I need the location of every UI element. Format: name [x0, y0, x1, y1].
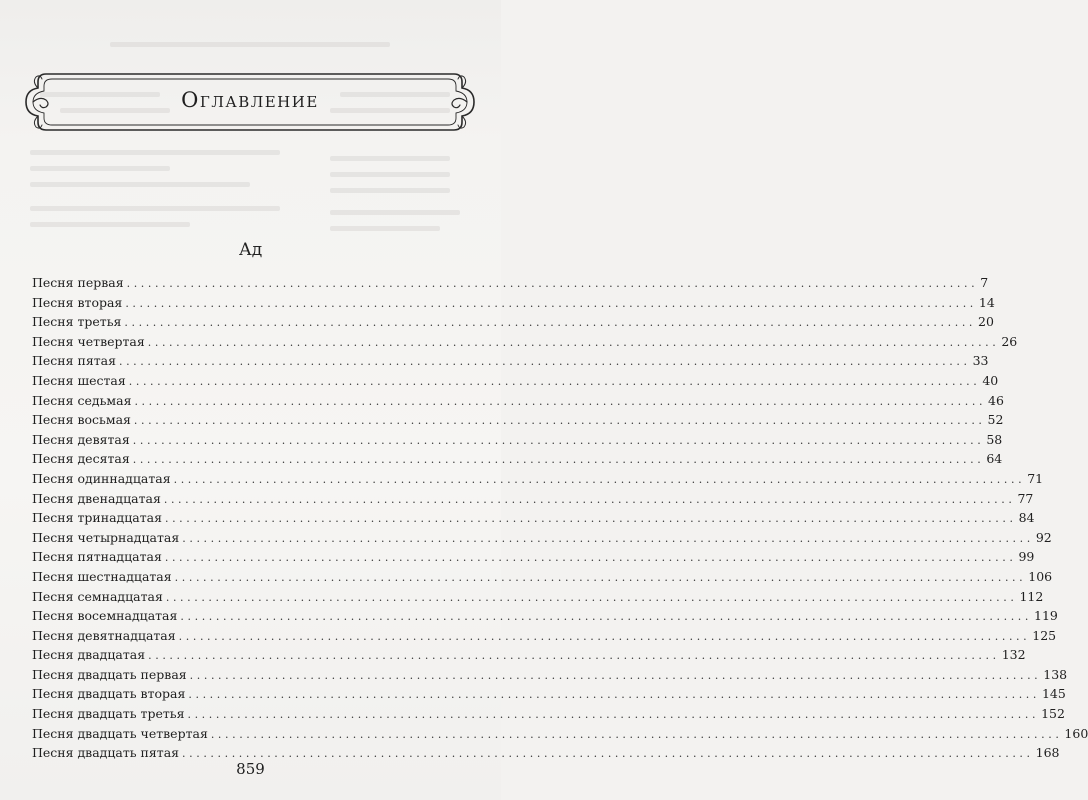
toc-entry-page: 119: [1034, 608, 1058, 624]
dot-leader: ........................................................................................................................: [174, 570, 1027, 584]
toc-entry-page: 152: [1041, 706, 1065, 722]
toc-entry-title: Песня тринадцатая: [32, 510, 162, 526]
toc-entry-title: Песня двадцатая: [32, 647, 146, 663]
toc-entry[interactable]: [32, 314, 994, 334]
toc-entry-title: Песня девятая: [32, 431, 130, 447]
dot-leader: ........................................................................................................................: [180, 610, 1032, 624]
toc-entry-page: 14: [978, 294, 995, 310]
table-of-contents: [32, 275, 1088, 765]
toc-entry[interactable]: [32, 510, 1035, 530]
toc-entry-title: Песня девятнадцатая: [32, 627, 176, 643]
toc-entry-page: 33: [972, 353, 989, 369]
toc-entry-title: Песня восьмая: [32, 412, 131, 428]
toc-entry-page: 112: [1019, 588, 1044, 604]
toc-entry[interactable]: [32, 372, 999, 393]
toc-entry-page: 125: [1032, 627, 1057, 643]
toc-entry[interactable]: [32, 490, 1034, 511]
toc-entry[interactable]: [32, 451, 1003, 471]
toc-entry[interactable]: [32, 686, 1066, 706]
dot-leader: ........................................................................................................................: [164, 551, 1017, 565]
toc-entry-page: 52: [987, 412, 1004, 428]
toc-entry-page: 46: [988, 392, 1004, 408]
dot-leader: ........................................................................................................................: [118, 355, 971, 369]
toc-entry[interactable]: [32, 568, 1053, 589]
toc-entry-title: Песня третья: [32, 314, 122, 330]
toc-entry-page: 106: [1028, 568, 1053, 584]
dot-leader: ........................................................................................................................: [126, 277, 979, 290]
toc-entry[interactable]: [32, 725, 1088, 746]
toc-entry-page: 138: [1043, 666, 1068, 682]
toc-entry-page: 77: [1017, 490, 1034, 506]
toc-entry-title: Песня седьмая: [32, 392, 132, 408]
toc-entry[interactable]: [32, 627, 1057, 648]
toc-entry-page: 58: [986, 431, 1003, 447]
dot-leader: ........................................................................................................................: [173, 472, 1026, 486]
toc-entry[interactable]: [32, 392, 1004, 413]
toc-entry[interactable]: [32, 647, 1026, 667]
dot-leader: ........................................................................................................................: [187, 708, 1040, 722]
toc-entry-page: 132: [1001, 647, 1026, 663]
toc-entry-title: Песня шестнадцатая: [32, 568, 172, 584]
dot-leader: ........................................................................................................................: [133, 414, 986, 428]
toc-entry[interactable]: [32, 706, 1065, 726]
toc-entry[interactable]: [32, 666, 1068, 687]
toc-entry-title: Песня двадцать третья: [32, 706, 185, 722]
dot-leader: ........................................................................................................................: [178, 629, 1031, 643]
dot-leader: ........................................................................................................................: [164, 512, 1017, 526]
toc-entry-title: Песня двадцать четвертая: [32, 725, 208, 741]
toc-entry-title: Песня семнадцатая: [32, 588, 163, 604]
toc-entry-page: 26: [1001, 333, 1018, 349]
dot-leader: ........................................................................................................................: [182, 531, 1034, 545]
toc-entry-page: 7: [980, 275, 989, 290]
toc-entry[interactable]: [32, 431, 1003, 452]
toc-entry[interactable]: [32, 294, 995, 315]
toc-entry[interactable]: [32, 333, 1018, 354]
toc-entry-title: Песня первая: [32, 275, 124, 290]
dot-leader: ........................................................................................................................: [165, 590, 1018, 604]
toc-entry-title: Песня двенадцатая: [32, 490, 161, 506]
toc-entry-title: Песня восемнадцатая: [32, 608, 178, 624]
toc-entry-page: 160: [1064, 725, 1088, 741]
toc-entry[interactable]: [32, 470, 1044, 491]
toc-entry-title: Песня двадцать первая: [32, 666, 187, 682]
dot-leader: ........................................................................................................................: [124, 316, 977, 330]
dot-leader: ........................................................................................................................: [132, 433, 985, 447]
toc-entry-page: 64: [986, 451, 1003, 467]
toc-entry[interactable]: [32, 412, 1004, 432]
dot-leader: ........................................................................................................................: [132, 453, 985, 467]
dot-leader: ........................................................................................................................: [163, 492, 1016, 506]
dot-leader: ........................................................................................................................: [134, 394, 987, 408]
toc-entry-page: 71: [1027, 470, 1044, 486]
dot-leader: ........................................................................................................................: [147, 335, 1000, 349]
toc-entry-page: 84: [1018, 510, 1035, 526]
toc-entry[interactable]: [32, 588, 1044, 609]
toc-entry[interactable]: [32, 275, 989, 295]
toc-entry-page: 168: [1035, 745, 1060, 761]
toc-entry-title: Песня десятая: [32, 451, 130, 467]
dot-leader: ........................................................................................................................: [189, 668, 1042, 682]
toc-entry-page: 40: [982, 372, 999, 388]
toc-entry-title: Песня пятая: [32, 353, 116, 369]
dot-leader: ........................................................................................................................: [125, 296, 977, 310]
toc-entry-title: Песня шестая: [32, 372, 126, 388]
toc-entry-title: Песня двадцать вторая: [32, 686, 186, 702]
page-number: 859: [236, 760, 265, 778]
toc-entry[interactable]: [32, 549, 1035, 569]
toc-entry-page: 92: [1035, 529, 1052, 545]
dot-leader: ........................................................................................................................: [182, 747, 1034, 761]
page-title: Оглавление: [181, 88, 319, 112]
section-heading: Ад: [238, 240, 263, 260]
toc-entry-title: Песня пятнадцатая: [32, 549, 162, 565]
toc-entry-title: Песня вторая: [32, 294, 123, 310]
toc-entry[interactable]: [32, 353, 989, 373]
ornamental-title-frame: [22, 70, 478, 134]
toc-entry-page: 99: [1018, 549, 1035, 565]
dot-leader: ........................................................................................................................: [210, 727, 1063, 741]
toc-entry-page: 145: [1041, 686, 1066, 702]
toc-entry-title: Песня четырнадцатая: [32, 529, 180, 545]
toc-entry-title: Песня двадцать пятая: [32, 745, 180, 761]
dot-leader: ........................................................................................................................: [148, 649, 1000, 663]
toc-entry[interactable]: [32, 608, 1058, 628]
dot-leader: ........................................................................................................................: [188, 688, 1040, 702]
toc-entry-page: 20: [978, 314, 994, 330]
toc-entry[interactable]: [32, 529, 1052, 550]
toc-entry-title: Песня четвертая: [32, 333, 145, 349]
dot-leader: ........................................................................................................................: [128, 374, 981, 388]
toc-entry-title: Песня одиннадцатая: [32, 470, 171, 486]
